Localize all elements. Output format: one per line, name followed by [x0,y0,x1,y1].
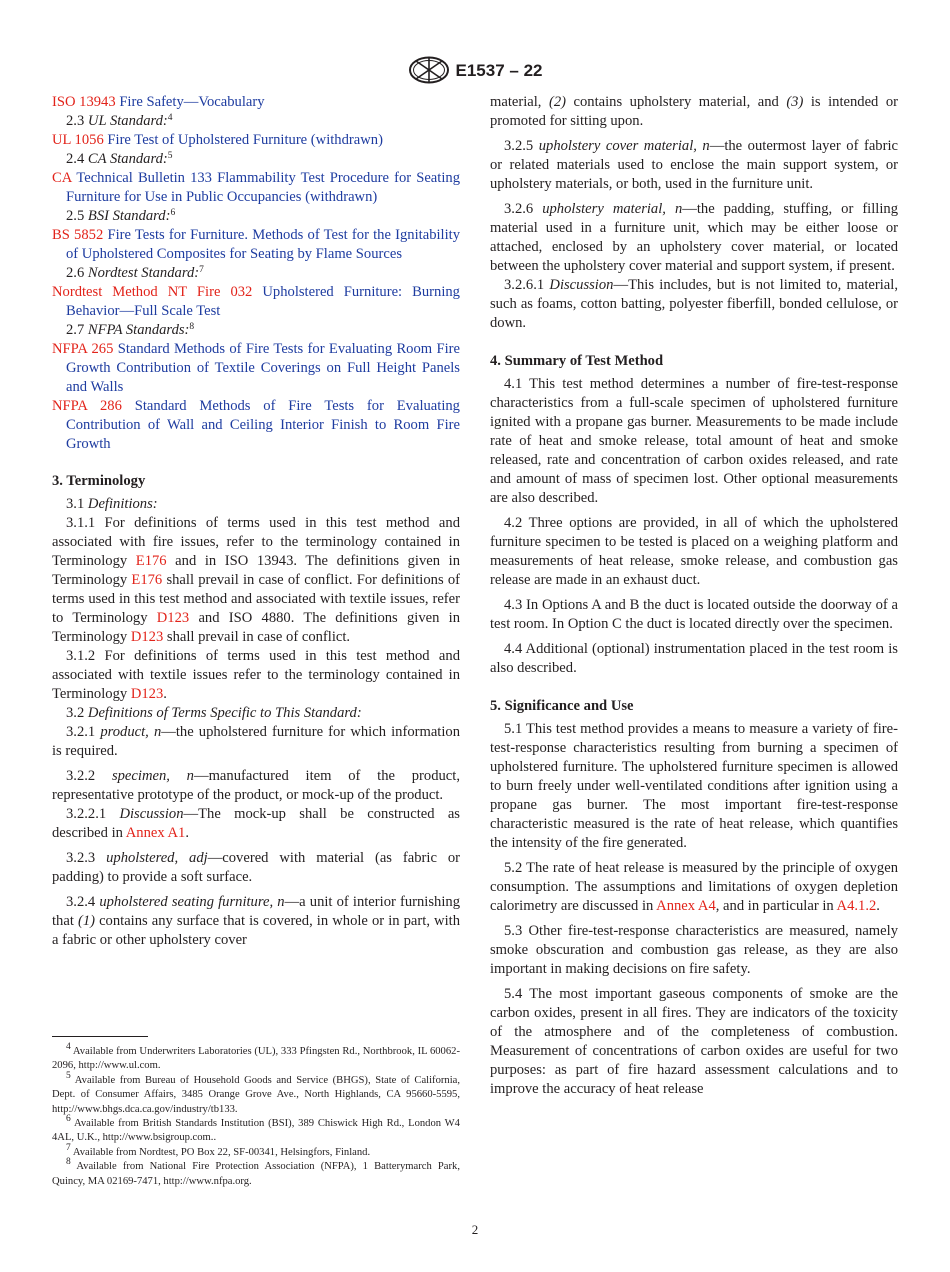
astm-logo-icon [408,56,450,84]
definition-upholstered: 3.2.3 upholstered, adj—covered with material (as fabric or padding) to provide a soft surface. [52,850,460,885]
reference-link[interactable]: D123 [130,686,164,702]
definition-upholstery-material: 3.2.6 upholstery material, n—the padding, stuffing, or filling material used in a furniture unit, which may be either loose or attached, enclosed by an upholstery cover material, or located between the upholstery cover material and support system, if present. [490,201,898,274]
paragraph-5-2: 5.2 The rate of heat release is measured by the principle of oxygen consumption. The assumptions and limitations of oxygen depletion calorimetry are discussed in Annex A4, and in particular in A4.1.2. [490,860,898,914]
reference-entry [52,93,460,112]
paragraph-5-3: 5.3 Other fire-test-response characteristics are measured, namely smoke obscuration and combustion gas release, as they are also important in making decisions on fire safety. [490,923,898,977]
subsection-label: Nordtest Standard: [87,265,200,281]
reference-title[interactable]: Fire Safety—Vocabulary [119,94,265,110]
footnote-ref[interactable]: 7 [199,265,204,275]
footnote-ref[interactable]: 8 [189,322,195,332]
reference-entry [52,226,460,264]
reference-title[interactable]: Technical Bulletin 133 Flammability Test Procedure for Seating Furniture for Use in Public Occupancies (withdrawn) [66,170,460,205]
standard-designation: E1537 – 22 [455,60,543,80]
paragraph-3-2 [52,704,460,723]
defined-term: upholstered, adj [106,850,208,866]
definition-specimen: 3.2.2 specimen, n—manufactured item of the product, representative prototype of the product, or mock-up of the product. [52,768,460,803]
annex-link[interactable]: A4.1.2 [836,898,877,914]
subsection-heading [52,112,460,131]
reference-code[interactable]: Nordtest Method NT Fire 032 [52,284,253,300]
subsection-label: BSI Standard: [87,208,171,224]
reference-title[interactable]: Fire Tests for Furniture. Methods of Test for the Ignitability of Upholstered Composites for Seating by Flame Sources [66,227,461,262]
section-heading-terminology: 3. Terminology [52,473,146,489]
right-column [490,93,898,1099]
reference-title[interactable]: Upholstered Furniture: Burning Behavior—Full Scale Test [66,284,460,319]
footnote: $^5$ Available from Bureau of Household Goods and Service (BHGS), State of California, Dept. of Consumer Affairs, 3485 Orange Grove Ave., North Highlands, CA 95660-5595, http://www.bhgs.dca.ca.gov/industry/tb133. [52,1070,460,1115]
paragraph-4-2: 4.2 Three options are provided, in all of which the upholstered furniture specimen to be tested is placed on a weighing platform and measurements of heat release, smoke release, and combustion gas release are made in an exhaust duct. [490,515,898,588]
paragraph-number: 3.1 [66,496,85,512]
subsection-number: 2.5 [66,208,85,224]
footnotes [52,1042,460,1189]
definition-upholstered-seating-furniture: 3.2.4 upholstered seating furniture, n—a unit of interior furnishing that (1) contains any surface that is covered, in whole or in part, with a fabric or other upholstery cover [52,894,460,948]
reference-code[interactable]: ISO 13943 [52,94,116,110]
footnote: $^4$ Available from Underwriters Laboratories (UL), 333 Pfingsten Rd., Northbrook, IL 60062-2096, http://www.ul.com. [52,1042,460,1072]
reference-code[interactable]: NFPA 286 [52,398,122,414]
paragraph-5-4: 5.4 The most important gaseous components of smoke are the carbon oxides, present in all fires. They are indicators of the toxicity of the atmosphere and of the completeness of combustion. Measurement of concentrations of carbon oxides are useful for two purposes: as part of fire hazard assessment calculations and to improve the accuracy of heat release [490,986,898,1097]
reference-entry [52,283,460,321]
defined-term: product, n [100,724,162,740]
reference-entry [52,131,460,150]
paragraph-number: 3.2 [66,705,85,721]
paragraph-4-4: 4.4 Additional (optional) instrumentation placed in the test room is also described. [490,641,898,676]
footnote-ref[interactable]: 5 [167,151,173,161]
subsection-label: NFPA Standards: [87,322,190,338]
paragraph-label: Definitions of Terms Specific to This Standard: [87,705,362,721]
paragraph-3-1-1: 3.1.1 For definitions of terms used in this test method and associated with fire issues, refer to the terminology contained in Terminology E176 and in ISO 13943. The definitions given in Terminology E176 shall prevail in case of conflict. For definitions of terms used in this test method and associated with textile issues, refer to Terminology D123 and ISO 4880. The definitions given in Terminology D123 shall prevail in case of conflict. [52,515,461,645]
page-header [0,56,950,84]
subsection-label: CA Standard: [87,151,168,167]
annex-link[interactable]: Annex A4 [656,898,716,914]
reference-link[interactable]: E176 [131,572,163,588]
page-number: 2 [471,1222,479,1237]
footnote: $^7$ Available from Nordtest, PO Box 22, SF-00341, Helsingfors, Finland. [66,1142,371,1158]
footnote-divider [52,1036,148,1037]
defined-term: upholstered seating furniture, n [99,894,285,910]
definition-continuation: material, (2) contains upholstery material, and (3) is intended or promoted for sitting upon. [490,94,899,129]
subsection-number: 2.3 [66,113,85,129]
annex-link[interactable]: Annex A1 [125,825,186,841]
reference-title[interactable]: Fire Test of Upholstered Furniture (withdrawn) [107,132,383,148]
reference-code[interactable]: CA [52,170,72,186]
reference-entry [52,397,460,454]
defined-term: specimen, n [111,768,194,784]
reference-link[interactable]: D123 [156,610,190,626]
subsection-label: UL Standard: [87,113,168,129]
reference-title[interactable]: Standard Methods of Fire Tests for Evaluating Contribution of Wall and Ceiling Interior Finish to Room Fire Growth [66,398,460,452]
definition-product: 3.2.1 product, n—the upholstered furniture for which information is required. [52,724,461,759]
footnote-ref[interactable]: 6 [170,208,176,218]
paragraph-label: Definitions: [87,496,158,512]
paragraph-3-1 [52,495,460,514]
paragraph-4-3: 4.3 In Options A and B the duct is located outside the doorway of a test room. In Option C the duct is located directly over the specimen. [490,597,898,632]
reference-code[interactable]: NFPA 265 [52,341,114,357]
discussion-3-2-2-1: 3.2.2.1 Discussion—The mock-up shall be constructed as described in Annex A1. [52,806,460,841]
subsection-number: 2.4 [66,151,85,167]
defined-term: upholstery material, n [542,201,683,217]
reference-entry [52,340,460,397]
paragraph-3-1-2: 3.1.2 For definitions of terms used in this test method and associated with textile issues refer to the terminology contained in Terminology D123. [52,648,460,702]
reference-code[interactable]: BS 5852 [52,227,104,243]
footnote: $^6$ Available from British Standards Institution (BSI), 389 Chiswick High Rd., London W4 4AL, U.K., http://www.bsigroup.com.. [52,1114,460,1144]
discussion-3-2-6-1: 3.2.6.1 Discussion—This includes, but is not limited to, material, such as foams, cotton batting, polyester fiberfill, bonded cellulose, or down. [490,277,898,331]
footnote: $^8$ Available from National Fire Protection Association (NFPA), 1 Batterymarch Park, Quincy, MA 02169-7471, http://www.nfpa.org. [52,1157,460,1187]
subsection-heading [52,264,460,283]
reference-link[interactable]: D123 [130,629,164,645]
reference-title[interactable]: Standard Methods of Fire Tests for Evaluating Room Fire Growth Contribution of Textile Coverings on Full Height Panels and Walls [66,341,460,395]
paragraph-4-1: 4.1 This test method determines a number of fire-test-response characteristics from a full-scale specimen of upholstered furniture ignited with a propane gas burner. Measurements to be made include rate of heat and smoke release, total amount of heat and smoke released, rate and concentration of carbon oxides released, and rate and amount of mass of specimen lost. Other optional measurements are also described. [490,376,898,506]
reference-entry [52,169,460,207]
reference-link[interactable]: E176 [135,553,167,569]
footnote-ref[interactable]: 4 [167,113,173,123]
subsection-heading [52,150,460,169]
subsection-heading [52,321,460,340]
subsection-number: 2.6 [66,265,85,281]
paragraph-5-1: 5.1 This test method provides a means to measure a variety of fire-test-response characteristics resulting from burning a specimen of upholstered furniture. The upholstered furniture specimen is allowed to burn freely under well-ventilated conditions after ignition using a propane gas burner. The most important fire-test-response characteristic measured is the rate of heat release, which quantifies the intensity of the fire generated. [490,721,898,851]
section-heading-significance: 5. Significance and Use [490,698,634,714]
subsection-number: 2.7 [66,322,85,338]
reference-code[interactable]: UL 1056 [52,132,104,148]
section-heading-summary: 4. Summary of Test Method [490,353,664,369]
subsection-heading [52,207,460,226]
defined-term: upholstery cover material, n [538,138,710,154]
definition-upholstery-cover-material: 3.2.5 upholstery cover material, n—the outermost layer of fabric or related materials used to enclose the main support system, or upholstery materials, or both, used in the furniture unit. [490,138,898,192]
left-column [52,93,460,950]
